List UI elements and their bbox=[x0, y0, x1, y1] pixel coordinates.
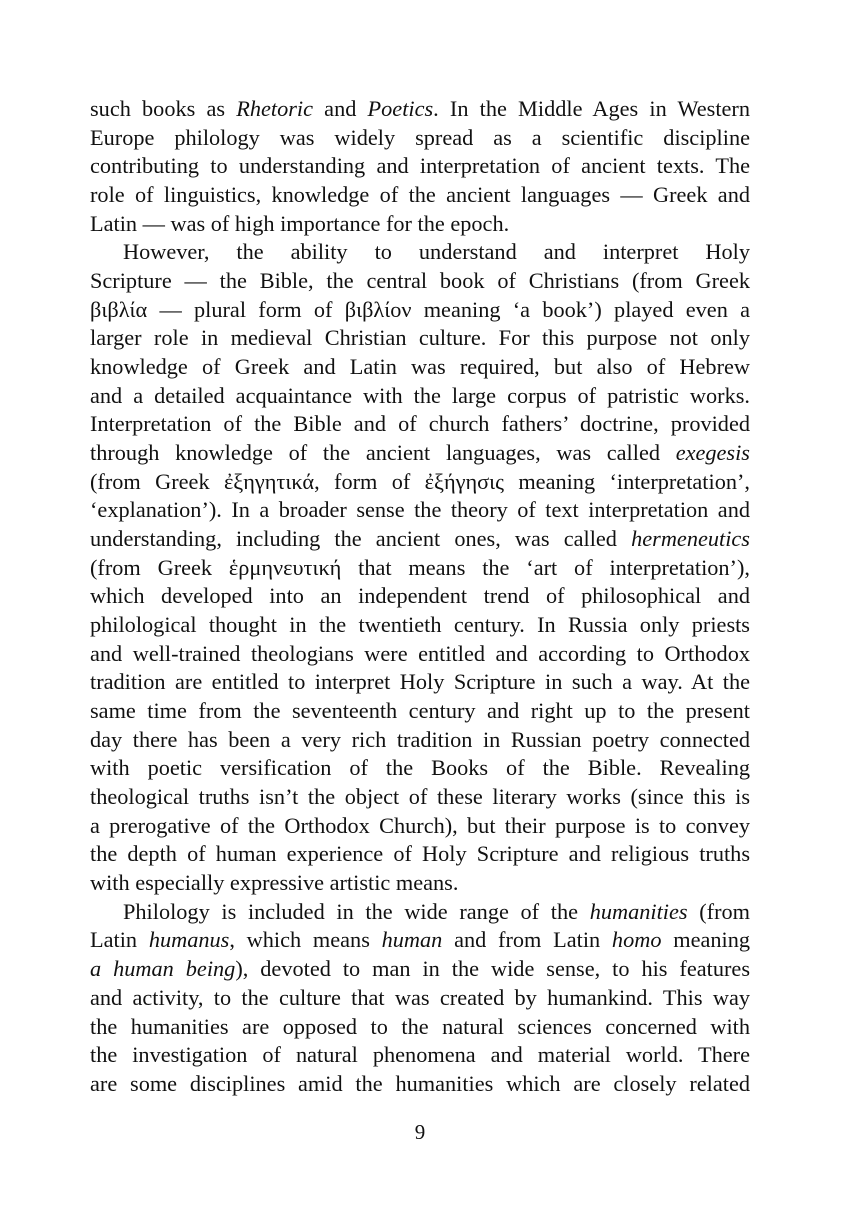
text-run: which developed into an independent trend of philosophical and bbox=[90, 583, 750, 609]
text-line bbox=[90, 611, 750, 640]
text-line bbox=[90, 1041, 750, 1070]
text-run: the humanities are opposed to the natural sciences concerned with bbox=[90, 1013, 750, 1039]
italic-term: Poetics bbox=[367, 96, 434, 121]
text-run: ‘explanation’). In a broader sense the theory of text interpretation and bbox=[90, 497, 750, 523]
text-run: . In the Middle Ages in Western bbox=[433, 96, 750, 121]
text-run: philological thought in the twentieth century. In Russia only priests bbox=[90, 612, 750, 638]
text-line bbox=[90, 124, 750, 153]
text-run: Interpretation of the Bible and of church fathers’ doctrine, provided bbox=[90, 411, 750, 437]
text-run: with poetic versification of the Books of the Bible. Revealing bbox=[90, 755, 750, 781]
text-line bbox=[90, 955, 750, 984]
text-run: and from Latin bbox=[442, 927, 612, 953]
text-run: βιβλία — plural form of βιβλίον meaning ‘a book’) played even a bbox=[90, 296, 750, 322]
text-line bbox=[90, 152, 750, 181]
text-line bbox=[90, 181, 750, 210]
text-run: with especially expressive artistic means. bbox=[90, 870, 459, 896]
text-run: are some disciplines amid the humanities which are closely related bbox=[90, 1070, 750, 1096]
italic-term: humanities bbox=[589, 898, 688, 924]
text-run: a prerogative of the Orthodox Church), but their purpose is to convey bbox=[90, 812, 750, 838]
text-run: Europe philology was widely spread as a scientific discipline bbox=[90, 124, 750, 150]
text-run: , which means bbox=[229, 927, 382, 953]
text-line bbox=[90, 382, 750, 411]
text-line bbox=[90, 1070, 750, 1099]
paragraph bbox=[90, 898, 750, 1099]
text-line bbox=[90, 324, 750, 353]
text-line bbox=[90, 668, 750, 697]
text-line bbox=[90, 439, 750, 468]
paragraph bbox=[90, 238, 750, 897]
text-line bbox=[90, 783, 750, 812]
text-run: the investigation of natural phenomena and material world. There bbox=[90, 1042, 750, 1068]
text-run: such books as bbox=[90, 96, 237, 121]
text-run: through knowledge of the ancient languages, was called bbox=[90, 440, 676, 466]
text-run: and activity, to the culture that was created by humankind. This way bbox=[90, 984, 750, 1010]
text-run: day there has been a very rich tradition in Russian poetry connected bbox=[90, 726, 750, 752]
text-line bbox=[90, 468, 750, 497]
text-line bbox=[90, 898, 750, 927]
text-run: (from bbox=[687, 898, 751, 924]
text-run: and well-trained theologians were entitled and according to Orthodox bbox=[90, 640, 750, 666]
text-line bbox=[90, 754, 750, 783]
text-line bbox=[90, 726, 750, 755]
italic-term: Rhetoric bbox=[236, 96, 313, 121]
italic-term: a human being bbox=[90, 956, 236, 982]
italic-term: hermeneutics bbox=[631, 526, 750, 552]
text-run: role of linguistics, knowledge of the ancient languages — Greek and bbox=[90, 182, 750, 208]
text-run: ), devoted to man in the wide sense, to his features bbox=[235, 956, 750, 982]
italic-term: human bbox=[381, 927, 443, 953]
text-run: theological truths isn’t the object of these literary works (since this is bbox=[90, 784, 750, 810]
text-line bbox=[90, 525, 750, 554]
text-line bbox=[90, 869, 750, 898]
text-line bbox=[90, 267, 750, 296]
page-number: 9 bbox=[414, 1120, 426, 1144]
text-run: tradition are entitled to interpret Holy Scripture in such a way. At the bbox=[90, 669, 750, 695]
text-line bbox=[90, 353, 750, 382]
text-run: and a detailed acquaintance with the large corpus of patristic works. bbox=[90, 382, 750, 408]
text-run: Philology is included in the wide range of the bbox=[123, 898, 590, 924]
text-run: (from Greek ἑρμηνευτική that means the ‘art of interpretation’), bbox=[90, 554, 750, 580]
text-line bbox=[90, 697, 750, 726]
text-line bbox=[90, 582, 750, 611]
text-run: (from Greek ἐξηγητικά, form of ἐξήγησις meaning ‘interpretation’, bbox=[90, 468, 750, 494]
text-run: Latin bbox=[90, 927, 149, 953]
text-line bbox=[90, 926, 750, 955]
italic-term: humanus bbox=[148, 927, 230, 953]
text-run: and bbox=[313, 96, 368, 121]
page-body bbox=[90, 95, 750, 1099]
text-line bbox=[90, 210, 750, 239]
text-run: Scripture — the Bible, the central book of Christians (from Greek bbox=[90, 268, 750, 294]
text-run: same time from the seventeenth century and right up to the present bbox=[90, 698, 750, 724]
text-run: However, the ability to understand and interpret Holy bbox=[123, 239, 750, 265]
italic-term: homo bbox=[611, 927, 662, 953]
text-run: meaning bbox=[661, 927, 751, 953]
text-run: contributing to understanding and interpretation of ancient texts. The bbox=[90, 153, 750, 179]
text-run: the depth of human experience of Holy Scripture and religious truths bbox=[90, 841, 750, 867]
text-line bbox=[90, 640, 750, 669]
text-line bbox=[90, 496, 750, 525]
text-run: knowledge of Greek and Latin was required, but also of Hebrew bbox=[90, 354, 750, 380]
paragraph bbox=[90, 95, 750, 238]
text-line bbox=[90, 984, 750, 1013]
text-line bbox=[90, 410, 750, 439]
text-run: Latin — was of high importance for the epoch. bbox=[90, 210, 510, 236]
text-run: larger role in medieval Christian culture. For this purpose not only bbox=[90, 325, 750, 351]
text-line bbox=[90, 554, 750, 583]
text-line bbox=[90, 1013, 750, 1042]
text-line bbox=[90, 812, 750, 841]
text-line bbox=[90, 296, 750, 325]
text-line bbox=[90, 238, 750, 267]
text-line bbox=[90, 840, 750, 869]
text-run: understanding, including the ancient ones, was called bbox=[90, 526, 632, 552]
italic-term: exegesis bbox=[675, 440, 750, 466]
text-line bbox=[90, 95, 750, 124]
